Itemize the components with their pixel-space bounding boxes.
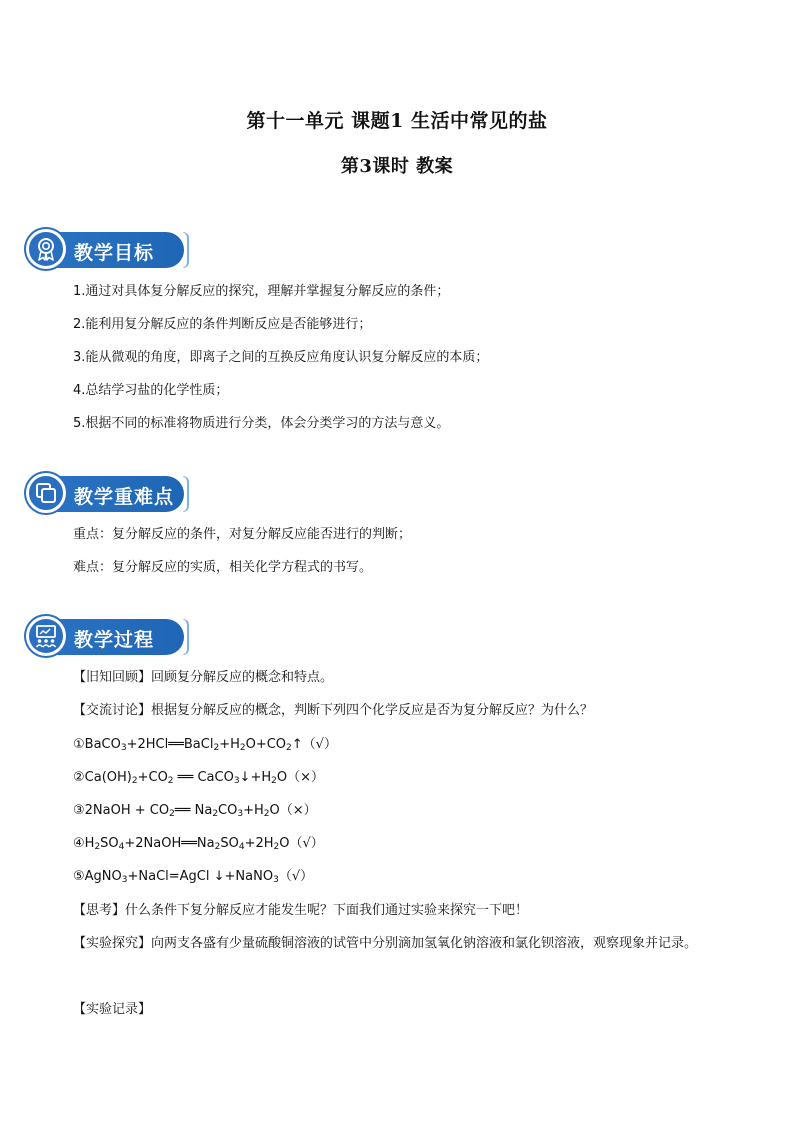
stacked-pages-icon xyxy=(26,473,66,513)
objective-item-1: 1.通过对具体复分解反应的探究，理解并掌握复分解反应的条件； xyxy=(73,284,450,299)
page-subtitle: 第3课时 教案 xyxy=(340,156,454,177)
objective-item-3: 3.能从微观的角度，即离子之间的互换反应角度认识复分解反应的本质； xyxy=(73,350,489,365)
experiment-paragraph: 【实验探究】向两支各盛有少量硫酸铜溶液的试管中分别滴加氢氧化钠溶液和氯化钡溶液，观察现象并记录。 xyxy=(73,936,698,951)
section-label-process: 教学过程 xyxy=(74,629,155,651)
key-point-item: 重点：复分解反应的条件，对复分解反应能否进行的判断； xyxy=(73,527,412,542)
equation-3: ③2NaOH + $CO_2══$ $Na_2CO_3+H_2O(\times)$ xyxy=(73,803,317,819)
section-header-objectives xyxy=(26,229,186,273)
section-header-key-points xyxy=(26,473,186,517)
record-heading: 【实验记录】 xyxy=(73,1002,152,1017)
equation-2: $②Ca(OH)_2+CO_2$ ══ $CaCO_3↓+H_2O(\times)$ xyxy=(73,770,324,786)
objective-item-5: 5.根据不同的标准将物质进行分类，体会分类学习的方法与意义。 xyxy=(73,416,450,431)
equation-1: $①BaCO_3+2HCl══BaCl_2+H_2O+CO_2↑(√)$ xyxy=(73,737,337,753)
page-title: 第十一单元 课题1 生活中常见的盐 xyxy=(246,110,548,132)
section-label-key-points: 教学重难点 xyxy=(74,486,175,508)
difficulty-item: 难点：复分解反应的实质，相关化学方程式的书写。 xyxy=(73,560,373,575)
thinking-paragraph: 【思考】什么条件下复分解反应才能发生呢？下面我们通过实验来探究一下吧！ xyxy=(73,903,529,918)
presentation-board-icon xyxy=(26,616,66,656)
award-ribbon-icon xyxy=(26,229,66,269)
objective-item-2: 2.能利用复分解反应的条件判断反应是否能够进行； xyxy=(73,317,372,332)
section-header-process xyxy=(26,616,186,660)
equation-5: ⑤AgNO$_3$+NaCl=AgCl ↓+NaNO$_3$（√） xyxy=(73,869,314,885)
section-label-objectives: 教学目标 xyxy=(74,242,155,264)
equation-4: $④H_2SO_4+2NaOH══Na_2SO_4+2H_2O(√)$ xyxy=(73,836,324,852)
discussion-paragraph: 【交流讨论】根据复分解反应的概念，判断下列四个化学反应是否为复分解反应？为什么？ xyxy=(73,703,594,718)
review-paragraph: 【旧知回顾】回顾复分解反应的概念和特点。 xyxy=(73,670,334,685)
objective-item-4: 4.总结学习盐的化学性质； xyxy=(73,383,229,398)
